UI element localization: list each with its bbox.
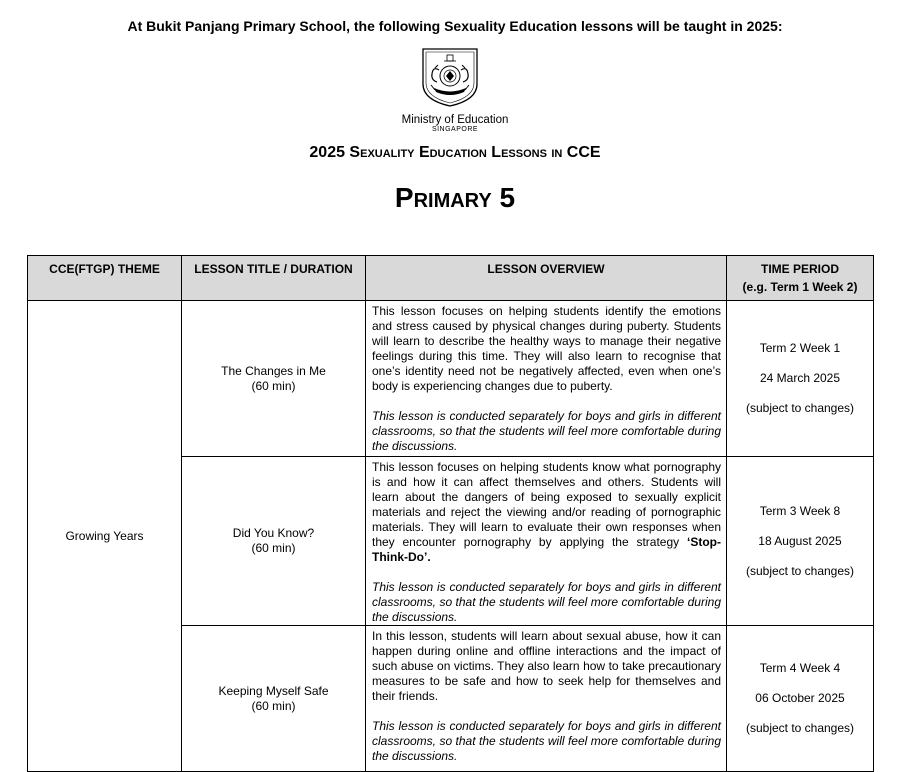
lesson-overview-text: This lesson focuses on helping students know what pornography is and how it can affect themselves and others. Students will learn about the dangers of being exposed to sexually explicit materials and reject the viewing and/or reading of pornographic materials. They will learn to evaluate their own responses when they encounter pornography by applying the strategy ‘Stop-Think-Do’. — [372, 460, 722, 564]
lesson-overview: This lesson focuses on helping students know what pornography is and how it can affect themselves and others. Students will learn about the dangers of being exposed to sexually explicit materials and reject the viewing and/or reading of pornographic materials. They will learn to evaluate their own responses when they encounter pornography by applying the strategy — [372, 460, 721, 549]
lesson-note: This lesson is conducted separately for boys and girls in different classrooms, so that the students will feel more comfortable during the discussions. — [372, 719, 721, 763]
header-time-example: (e.g. Term 1 Week 2) — [742, 280, 858, 294]
term-week: Term 2 Week 1 — [759, 341, 841, 355]
strategy-name: ‘Stop-Think-Do’ — [372, 535, 722, 564]
intro-text: At Bukit Panjang Primary School, the following Sexuality Education lessons will be taught in 2025: — [127, 18, 783, 34]
time-period-cell — [727, 457, 874, 626]
schedule-remark: (subject to changes) — [745, 563, 855, 578]
lesson-overview-cell — [366, 457, 727, 626]
lesson-date: 24 March 2025 — [759, 371, 841, 385]
header-overview: LESSON OVERVIEW — [366, 256, 727, 301]
header-time-period — [727, 256, 874, 301]
lesson-duration: (60 min) — [251, 541, 296, 555]
moe-country: SINGAPORE — [431, 126, 479, 133]
lesson-duration: (60 min) — [251, 378, 296, 393]
theme-cell: Growing Years — [28, 301, 182, 772]
lesson-date: 06 October 2025 — [755, 691, 845, 705]
header-theme: CCE(FTGP) THEME — [28, 256, 182, 301]
moe-wordmark — [0, 114, 910, 134]
document-title: 2025 Sexuality Education Lessons in CCE — [309, 144, 601, 161]
lesson-title-cell — [182, 457, 366, 626]
primary-level-heading: Primary 5 — [394, 182, 516, 213]
lesson-overview: This lesson focuses on helping students identify the emotions and stress caused by physical changes during puberty. Students will learn to describe the healthy ways to manage their negative feelings during this time. They will also learn to recognise that one’s identity need not be negatively affected, even when one’s body is experiencing changes due to puberty. — [372, 304, 721, 393]
lesson-date: 18 August 2025 — [758, 533, 842, 548]
lesson-note: This lesson is conducted separately for boys and girls in different classrooms, so that the students will feel more comfortable during the discussions. — [372, 409, 721, 453]
term-week: Term 4 Week 4 — [759, 661, 841, 675]
moe-name: Ministry of Education — [401, 114, 509, 126]
table-header-row — [28, 256, 874, 301]
lessons-table — [27, 255, 874, 772]
header-time-label: TIME PERIOD — [760, 262, 839, 276]
table-row — [28, 301, 874, 457]
term-week: Term 3 Week 8 — [759, 503, 841, 518]
lesson-title: The Changes in Me — [221, 363, 326, 378]
lesson-overview: In this lesson, students will learn about sexual abuse, how it can happen during online and offline interactions and the impact of such abuse on victims. They also learn how to take precautionary measures to be safe and how to seek help for themselves and their friends. — [372, 629, 721, 703]
header-lesson-title: LESSON TITLE / DURATION — [182, 256, 366, 301]
lesson-title-cell — [182, 301, 366, 457]
lesson-duration: (60 min) — [251, 698, 296, 713]
lesson-overview-cell — [366, 626, 727, 772]
schedule-remark: (subject to changes) — [745, 721, 855, 735]
lesson-overview-cell — [366, 301, 727, 457]
time-period-cell — [727, 301, 874, 457]
schedule-remark: (subject to changes) — [745, 401, 855, 415]
lesson-title-cell — [182, 626, 366, 772]
lesson-note: This lesson is conducted separately for boys and girls in different classrooms, so that the students will feel more comfortable during the discussions. — [372, 580, 721, 624]
lesson-title: Keeping Myself Safe — [218, 683, 329, 698]
lesson-title: Did You Know? — [232, 526, 315, 540]
moe-crest-logo — [419, 46, 481, 108]
time-period-cell — [727, 626, 874, 772]
